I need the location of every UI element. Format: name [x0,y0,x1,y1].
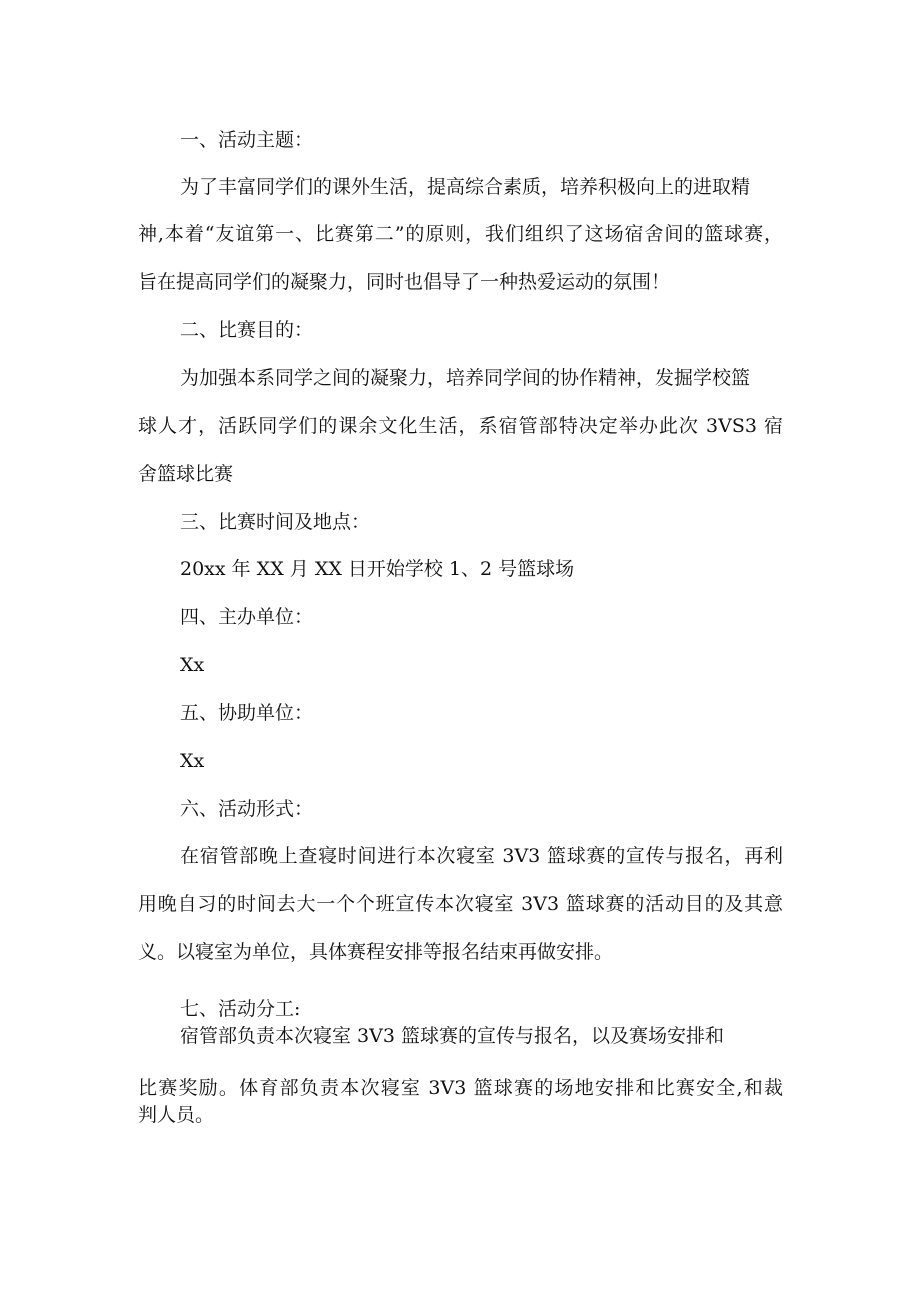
paragraph-line: 为加强本系同学之间的凝聚力，培养同学间的协作精神，发掘学校篮 [180,367,751,389]
section-heading-6: 六、活动形式： [180,798,314,820]
paragraph-line: 球人才，活跃同学们的课余文化生活，系宿管部特决定举办此次 3VS3 宿 [138,415,783,437]
paragraph-line: 义。以寝室为单位，具体赛程安排等报名结束再做安排。 [138,941,614,963]
paragraph-line: 用晚自习的时间去大一个个班宣传本次寝室 3V3 篮球赛的活动目的及其意 [138,893,783,915]
section-heading-4: 四、主办单位： [180,606,314,628]
paragraph-line: 宿管部负责本次寝室 3V3 篮球赛的宣传与报名，以及赛场安排和 [180,1025,724,1047]
paragraph-line: 为了丰富同学们的课外生活，提高综合素质，培养积极向上的进取精 [180,176,751,198]
paragraph-line: 舍篮球比赛 [138,463,234,485]
paragraph-line: 比赛奖励。体育部负责本次寝室 3V3 篮球赛的场地安排和比赛安全,和裁 [138,1077,783,1099]
paragraph-line: 在宿管部晚上查寝时间进行本次寝室 3V3 篮球赛的宣传与报名，再利 [180,845,783,867]
section-heading-1: 一、活动主题： [180,129,314,151]
paragraph-line: Xx [180,750,205,772]
section-heading-3: 三、比赛时间及地点： [180,511,371,533]
paragraph-line: Xx [180,654,205,676]
paragraph-line: 旨在提高同学们的凝聚力，同时也倡导了一种热爱运动的氛围！ [138,271,671,293]
section-heading-5: 五、协助单位： [180,702,314,724]
section-heading-7: 七、活动分工: [180,998,301,1020]
paragraph-line: 判人员。 [138,1104,215,1126]
paragraph-line: 20xx 年 XX 月 XX 日开始学校 1、2 号篮球场 [180,558,575,580]
section-heading-2: 二、比赛目的： [180,319,314,341]
paragraph-line: 神,本着“友谊第一、比赛第二”的原则，我们组织了这场宿舍间的篮球赛， [138,223,783,245]
